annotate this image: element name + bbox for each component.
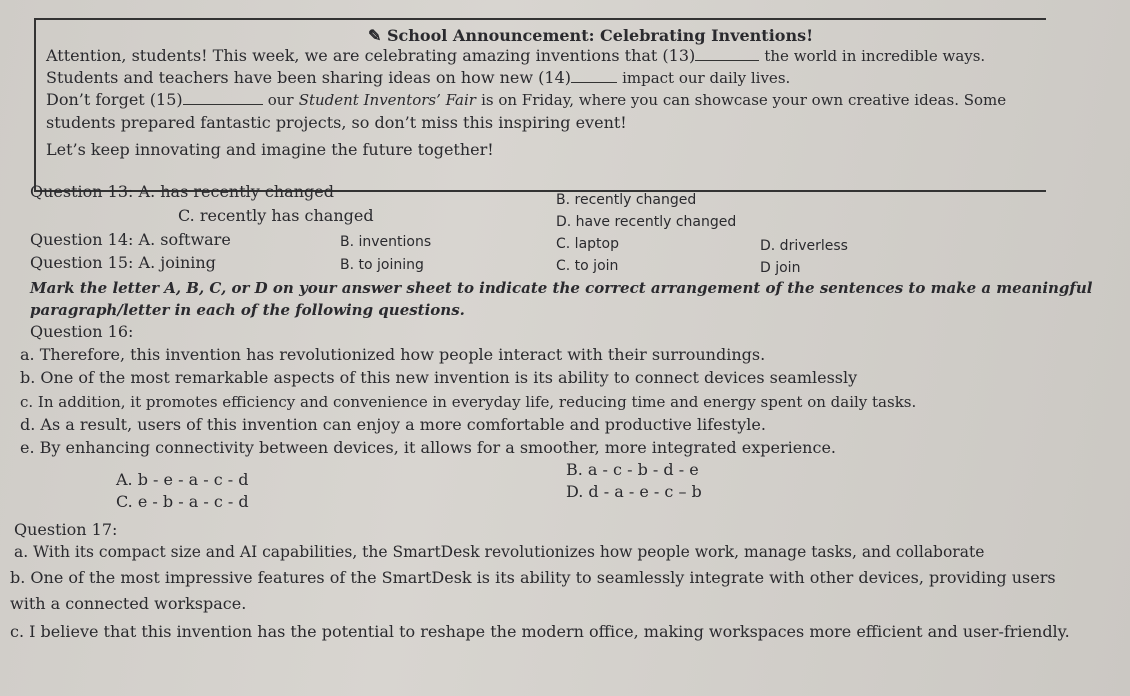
q13-label-and-a: [30, 182, 334, 202]
q13-label: Question 13:: [30, 182, 134, 201]
announcement-line-4: students prepared fantastic projects, so don’t miss this inspiring event!: [46, 113, 627, 132]
q13-option-a[interactable]: A. has recently changed: [138, 182, 334, 201]
announcement-line-1: [46, 46, 985, 66]
blank-14[interactable]: [571, 82, 617, 83]
instruction-line-2: paragraph/letter in each of the following questions.: [30, 301, 465, 319]
line-3-part-a: Don’t forget (15): [46, 90, 183, 109]
q16-sentence-c: c. In addition, it promotes efficiency and convenience in everyday life, reducing time and energy spent on daily tasks.: [20, 393, 917, 411]
blank-15[interactable]: [183, 104, 263, 105]
instruction-line-1: Mark the letter A, B, C, or D on your answer sheet to indicate the correct arrangement of the sentences to make a meaningful: [30, 279, 1093, 297]
q15-option-c[interactable]: C. to join: [556, 258, 619, 274]
q14-label: Question 14:: [30, 230, 134, 249]
announcement-line-5: Let’s keep innovating and imagine the future together!: [46, 140, 494, 159]
announcement-title: [368, 26, 813, 46]
q14-option-d[interactable]: D. driverless: [760, 238, 848, 254]
q15-label-and-a: [30, 253, 216, 273]
q16-option-c[interactable]: C. e - b - a - c - d: [116, 492, 249, 511]
q14-option-c[interactable]: C. laptop: [556, 236, 619, 252]
q17-sentence-a: a. With its compact size and AI capabilities, the SmartDesk revolutionizes how people work, manage tasks, and collaborate: [14, 543, 985, 561]
q14-option-b[interactable]: B. inventions: [340, 234, 432, 250]
q16-sentence-a: a. Therefore, this invention has revolutionized how people interact with their surroundings.: [20, 345, 766, 364]
q15-option-d[interactable]: D join: [760, 260, 801, 276]
line-2-part-a: Students and teachers have been sharing ideas on how new (14): [46, 68, 571, 87]
q15-option-b[interactable]: B. to joining: [340, 257, 424, 273]
announcement-line-3: [46, 90, 1006, 110]
q16-sentence-d: d. As a result, users of this invention can enjoy a more comfortable and productive lifestyle.: [20, 415, 766, 434]
q17-sentence-b-line-1: b. One of the most impressive features of the SmartDesk is its ability to seamlessly integrate with other devices, providing users: [10, 568, 1056, 587]
line-3-part-d: is on Friday, where you can showcase your own creative ideas. Some: [481, 91, 1007, 109]
line-3-part-b: our: [267, 91, 294, 109]
q16-option-b[interactable]: B. a - c - b - d - e: [566, 460, 699, 479]
q15-option-a[interactable]: A. joining: [138, 253, 216, 272]
announcement-line-2: [46, 68, 790, 88]
q13-option-d[interactable]: D. have recently changed: [556, 214, 737, 230]
q16-option-a[interactable]: A. b - e - a - c - d: [116, 470, 249, 489]
q15-label: Question 15:: [30, 253, 134, 272]
q14-label-and-a: [30, 230, 231, 250]
blank-13[interactable]: [695, 60, 759, 61]
q17-sentence-b-line-2: with a connected workspace.: [10, 594, 247, 613]
announcement-title-text: School Announcement: Celebrating Inventions!: [386, 26, 814, 45]
line-1-part-a: Attention, students! This week, we are celebrating amazing inventions that (13): [46, 46, 696, 65]
fair-name: Student Inventors’ Fair: [298, 91, 476, 109]
line-2-part-b: impact our daily lives.: [622, 69, 791, 87]
line-1-part-b: the world in incredible ways.: [764, 47, 986, 65]
q17-label: Question 17:: [14, 520, 118, 539]
q17-sentence-c: c. I believe that this invention has the potential to reshape the modern office, making workspaces more efficient and user-friendly.: [10, 622, 1070, 641]
q16-sentence-e: e. By enhancing connectivity between devices, it allows for a smoother, more integrated experience.: [20, 438, 836, 457]
q13-option-c[interactable]: C. recently has changed: [178, 206, 374, 225]
pencil-mark-icon: ✎: [368, 26, 382, 45]
q16-option-d[interactable]: D. d - a - e - c – b: [566, 482, 702, 501]
q16-label: Question 16:: [30, 322, 134, 341]
q13-option-b[interactable]: B. recently changed: [556, 192, 697, 208]
q16-sentence-b: b. One of the most remarkable aspects of this new invention is its ability to connect devices seamlessly: [20, 368, 858, 387]
q14-option-a[interactable]: A. software: [138, 230, 231, 249]
